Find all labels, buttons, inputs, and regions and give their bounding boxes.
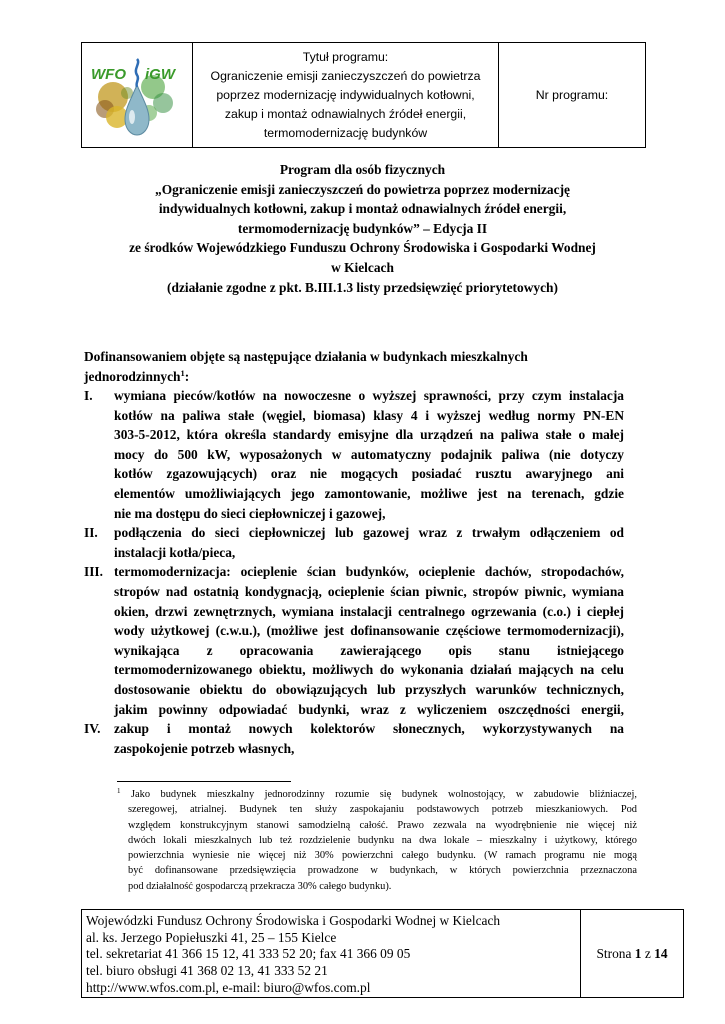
list-item-line: podłączenia do sieci ciepłowniczej lub gazowej wraz z trwałym odłączeniem od: [114, 525, 624, 541]
list-item-line: kotłów na paliwa stałe (węgiel, biomasa) klasy 4 i wyższej według normy PN-EN: [114, 407, 624, 423]
heading-line: indywidualnych kotłowni, zakup i montaż odnawialnych źródeł energii,: [158, 201, 567, 217]
footnote-line: względem konstrukcyjnym stanowi samodzielną całość. Prawo zezwala na wyodrębnienie nie więcej niż: [128, 819, 637, 831]
list-item-line: elementów umożliwiających jego zamontowanie, możliwe jest na terenach, gdzie: [114, 485, 624, 501]
list-item-line: zakup i montaż nowych kolektorów słonecznych, wykorzystywanych na: [114, 721, 624, 737]
list-item-line: mocy do 500 kW, wyposażonych w automatyczny podajnik paliwa (nie dotyczy: [114, 446, 624, 462]
list-item-line: wynikająca z opracowania zawierającego opis stanu istniejącego: [114, 642, 624, 658]
wfosigw-logo: [82, 43, 193, 147]
heading-line: (działanie zgodne z pkt. B.III.1.3 listy przedsięwzięć priorytetowych): [167, 279, 558, 295]
logo-icon: [87, 47, 187, 143]
heading-line: w Kielcach: [331, 259, 394, 275]
list-item: [84, 523, 624, 562]
list-item-line: stropów nad ostatnią kondygnacją, ocieplenie ścian piwnic, stropów piwnic, wymiana: [114, 583, 624, 599]
actions-list: [84, 386, 624, 758]
footer-phone: tel. sekretariat 41 366 15 12, 41 333 52 20; fax 41 366 09 05: [86, 946, 411, 962]
list-item-line: wymiana pieców/kotłów na nowoczesne o wyższej sprawności, przy czym instalacja: [114, 388, 624, 403]
list-item-line: okien, drzwi zewnętrznych, wymiana instalacji centralnego ogrzewania (c.o.) i ciepłej: [114, 603, 624, 619]
page-current: 1: [634, 945, 642, 961]
program-number-label: Nr programu:: [535, 88, 609, 102]
footer-web-email[interactable]: http://www.wfos.com.pl, e-mail: biuro@wfos.com.pl: [86, 979, 371, 995]
list-item: [84, 719, 624, 758]
footnote-line: [117, 787, 637, 802]
title-line: Ograniczenie emisji zanieczyszczeń do powietrza: [210, 68, 481, 83]
intro-colon: :: [184, 368, 190, 384]
footnote-ref[interactable]: 1: [180, 367, 185, 378]
heading-line: „Ograniczenie emisji zanieczyszczeń do powietrza poprzez modernizację: [155, 181, 570, 197]
footer-table: [81, 909, 684, 998]
list-item-line: jakim powinny odpowiadać budynki, wraz z wyliczeniem oszczędności energii,: [114, 701, 624, 717]
page-label: Strona: [596, 945, 632, 961]
list-item-number: I.: [84, 388, 93, 403]
heading-line: termomodernizację budynków” – Edycja II: [237, 220, 488, 236]
footnote-text: Jako budynek mieszkalny jednorodzinny rozumie się budynek wolnostojący, w zabudowie bliźniaczej,: [131, 789, 637, 800]
program-heading: [90, 160, 635, 297]
title-line: zakup i montaż odnawialnych źródeł energii,: [224, 106, 467, 121]
list-item-line: instalacji kotła/pieca,: [114, 544, 236, 560]
page-sep: z: [644, 945, 651, 961]
intro-line: Dofinansowaniem objęte są następujące działania w budynkach mieszkalnych: [84, 349, 528, 364]
list-item-line: kotłów zgazowujących) oraz nie mogących posiadać rusztu awaryjnego ani: [114, 466, 624, 482]
heading-line: ze środków Wojewódzkiego Funduszu Ochrony Środowiska i Gospodarki Wodnej: [129, 240, 596, 256]
list-item-line: zaspokojenie potrzeb własnych,: [114, 740, 295, 756]
list-item-line: termomodernizacja: ocieplenie ścian budynków, ocieplenie dachów, stropodachów,: [114, 564, 624, 580]
list-item-line: nie ma dostępu do sieci ciepłowniczej i gazowej,: [114, 505, 386, 521]
program-title-cell: [193, 43, 499, 147]
footnote-line: powierzchnia wyniesie nie więcej niż 30% powierzchni całego budynku. (W ramach programu nie mogą: [128, 850, 637, 862]
footnote-line: szeregowej, atrialnej. Budynek ten służy zaspokajaniu podstawowych potrzeb mieszkaniowych. Pod: [128, 804, 637, 816]
svg-text:iGW: iGW: [145, 66, 175, 83]
svg-text:WFO: WFO: [91, 66, 126, 83]
intro-text: jednorodzinnych: [84, 368, 181, 384]
title-line: Tytuł programu:: [302, 49, 389, 64]
list-item-line: 303-5-2012, która określa standardy emisyjne dla urządzeń na paliwa stałe o małej: [114, 427, 624, 443]
list-item-line: termomodernizowanego obiektu, możliwych do wykonania działań mających na celu: [114, 662, 624, 678]
list-item: [84, 386, 624, 523]
footnote-marker: 1: [117, 787, 121, 795]
intro-line: [84, 367, 629, 387]
footnote-line: być dofinansowane przedsięwzięcia prowadzone w budynkach, w których powierzchnia przeznaczona: [128, 865, 637, 877]
title-line: termomodernizację budynków: [263, 125, 428, 140]
footer-org-name: Wojewódzki Fundusz Ochrony Środowiska i Gospodarki Wodnej w Kielcach: [86, 913, 501, 928]
footer-phone-office: tel. biuro obsługi 41 368 02 13, 41 333 52 21: [86, 963, 328, 979]
footnote: [117, 787, 637, 894]
intro-paragraph: [84, 347, 629, 386]
list-item-number: IV.: [84, 721, 101, 737]
footnote-line: pod działalność gospodarczą przekracza 30% całego budynku).: [128, 880, 392, 892]
footnote-separator: [117, 781, 291, 782]
header-table: [81, 42, 646, 148]
list-item: [84, 562, 624, 719]
list-item-line: dostosowanie obiektu do obowiązujących lub przyszłych warunków technicznych,: [114, 681, 624, 697]
page-total: 14: [654, 945, 668, 961]
footer-address: [82, 910, 581, 997]
page-number: [581, 910, 683, 997]
list-item-number: II.: [84, 525, 98, 541]
list-item-line: wody użytkowej (c.w.u.), (możliwe jest dofinansowanie częściowe termomodernizacji),: [114, 623, 624, 639]
program-number-cell: [499, 43, 645, 147]
heading-line: Program dla osób fizycznych: [279, 162, 446, 177]
list-item-number: III.: [84, 564, 103, 580]
title-line: poprzez modernizację indywidualnych kotłowni,: [216, 87, 475, 102]
footer-street: al. ks. Jerzego Popiełuszki 41, 25 – 155 Kielce: [86, 929, 337, 945]
footnote-line: dwóch lokali mieszkalnych lub też rozdzielenie budynku na dwa lokale – mieszkalny i użytkowy, którego: [128, 834, 637, 846]
